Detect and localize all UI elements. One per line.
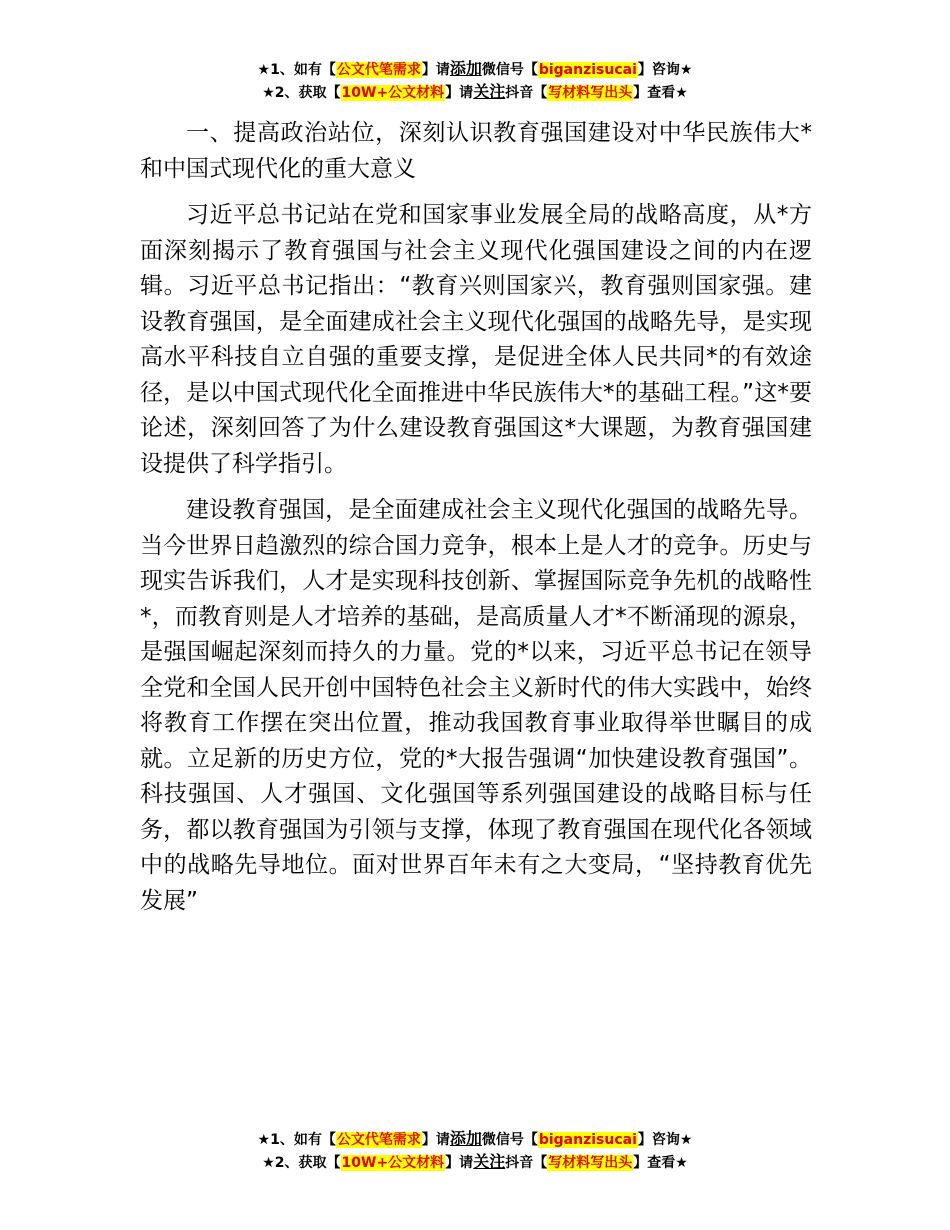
highlight-wechat-id: biganzisucai — [538, 62, 637, 78]
section-heading: 一、提高政治站位，深刻认识教育强国建设对中华民族伟大*和中国式现代化的重大意义 — [140, 120, 812, 182]
highlight-douyin-id: 写材料写出头 — [548, 1155, 633, 1171]
underlined-follow: 关注 — [473, 82, 506, 101]
highlight-materials: 10W+公文材料 — [341, 85, 445, 101]
promo-line-1: ★1、如有【公文代笔需求】请添加微信号【biganzisucai】咨询★ — [257, 59, 693, 78]
promo-line-2: ★2、获取【10W+公文材料】请关注抖音【写材料写出头】查看★ — [262, 82, 688, 101]
highlight-service: 公文代笔需求 — [336, 1132, 421, 1148]
highlight-service: 公文代笔需求 — [336, 62, 421, 78]
body-paragraph: 习近平总书记站在党和国家事业发展全局的战略高度，从*方面深刻揭示了教育强国与社会主义现代化强国建设之间的内在逻辑。习近平总书记指出：“教育兴则国家兴，教育强则国家强。建设教育强国，是全面建成社会主义现代化强国的战略先导，是实现高水平科技自立自强的重要支撑，是促进全体人民共同*的有效途径，是以中国式现代化全面推进中华民族伟大*的基础工程。”这*要论述，深刻回答了为什么建设教育强国这*大课题，为教育强国建设提供了科学指引。 — [140, 202, 812, 477]
document-body — [140, 116, 812, 919]
promo-line-1: ★1、如有【公文代笔需求】请添加微信号【biganzisucai】咨询★ — [257, 1129, 693, 1148]
footer-promo-banner — [0, 1128, 950, 1174]
underlined-add: 添加 — [449, 59, 482, 78]
body-paragraph: 建设教育强国，是全面建成社会主义现代化强国的战略先导。当今世界日趋激烈的综合国力竞争，根本上是人才的竞争。历史与现实告诉我们，人才是实现科技创新、掌握国际竞争先机的战略性*，而教育则是人才培养的基础，是高质量人才*不断涌现的源泉，是强国崛起深刻而持久的力量。党的*以来，习近平总书记在领导全党和全国人民开创中国特色社会主义新时代的伟大实践中，始终将教育工作摆在突出位置，推动我国教育事业取得举世瞩目的成就。立足新的历史方位，党的*大报告强调“加快建设教育强国”。科技强国、人才强国、文化强国等系列强国建设的战略目标与任务，都以教育强国为引领与支撑，体现了教育强国在现代化各领域中的战略先导地位。面对世界百年未有之大变局，“坚持教育优先发展” — [140, 497, 812, 914]
highlight-materials: 10W+公文材料 — [341, 1155, 445, 1171]
promo-line-2: ★2、获取【10W+公文材料】请关注抖音【写材料写出头】查看★ — [262, 1152, 688, 1171]
underlined-follow: 关注 — [473, 1152, 506, 1171]
highlight-wechat-id: biganzisucai — [538, 1132, 637, 1148]
highlight-douyin-id: 写材料写出头 — [548, 85, 633, 101]
header-promo-banner — [0, 58, 950, 104]
underlined-add: 添加 — [449, 1129, 482, 1148]
